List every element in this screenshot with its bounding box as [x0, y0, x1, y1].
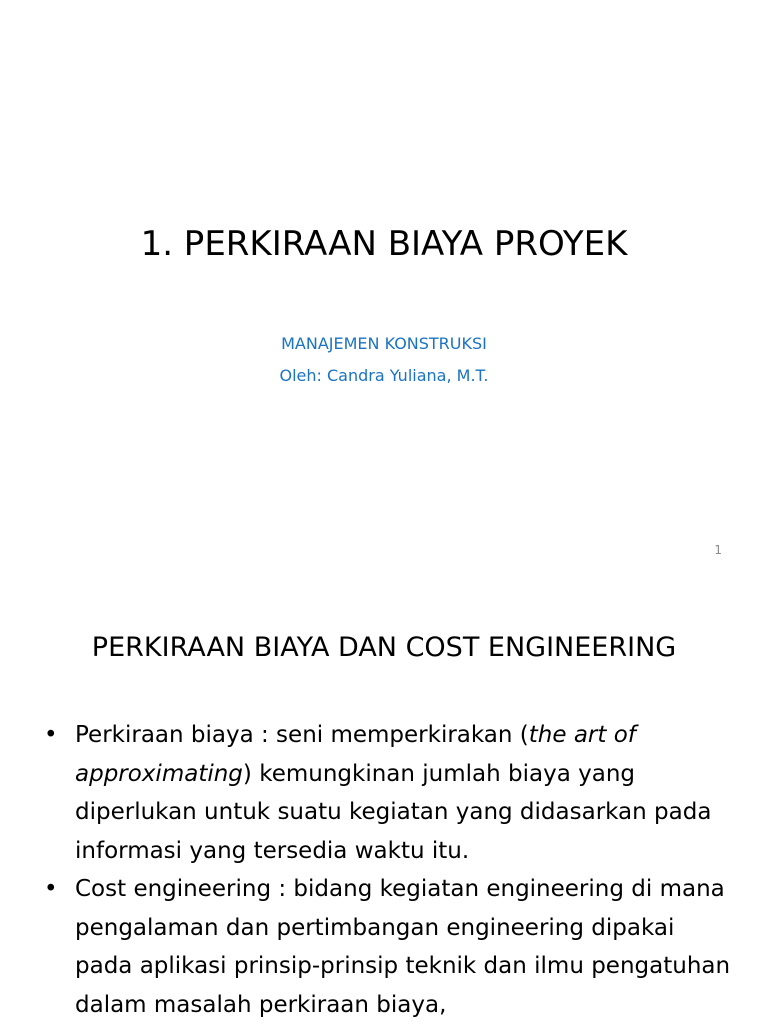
bullet-text: ) kemungkinan jumlah biaya yang diperlukan untuk suatu kegiatan yang didasarkan pada informasi yang tersedia waktu itu.: [75, 760, 712, 864]
bullet-text: Perkiraan biaya : seni memperkirakan (: [75, 722, 529, 748]
bullet-dot-icon: •: [44, 722, 58, 748]
slide-title: 1. PERKIRAAN BIAYA PROYEK: [140, 224, 628, 264]
bullet-text: Cost engineering : bidang kegiatan engineering di mana pengalaman dan pertimbangan engineering dipakai pada aplikasi prinsip-prinsip teknik dan ilmu pengatuhan dalam masalah perkiraan biaya,: [75, 876, 731, 1018]
bullet-list: [0, 716, 768, 1024]
author-line: Oleh: Candra Yuliana, M.T.: [279, 366, 489, 385]
course-name: MANAJEMEN KONSTRUKSI: [281, 334, 487, 353]
bullet-item-cost-engineering: [0, 870, 768, 1024]
slide-number: 1: [714, 543, 722, 557]
content-slide: [0, 576, 768, 1024]
bullet-dot-icon: •: [44, 876, 58, 902]
slide-heading: PERKIRAAN BIAYA DAN COST ENGINEERING: [91, 632, 677, 663]
bullet-item-estimate: [0, 716, 768, 870]
bullet-text-italic: the art of approximating: [75, 722, 636, 787]
